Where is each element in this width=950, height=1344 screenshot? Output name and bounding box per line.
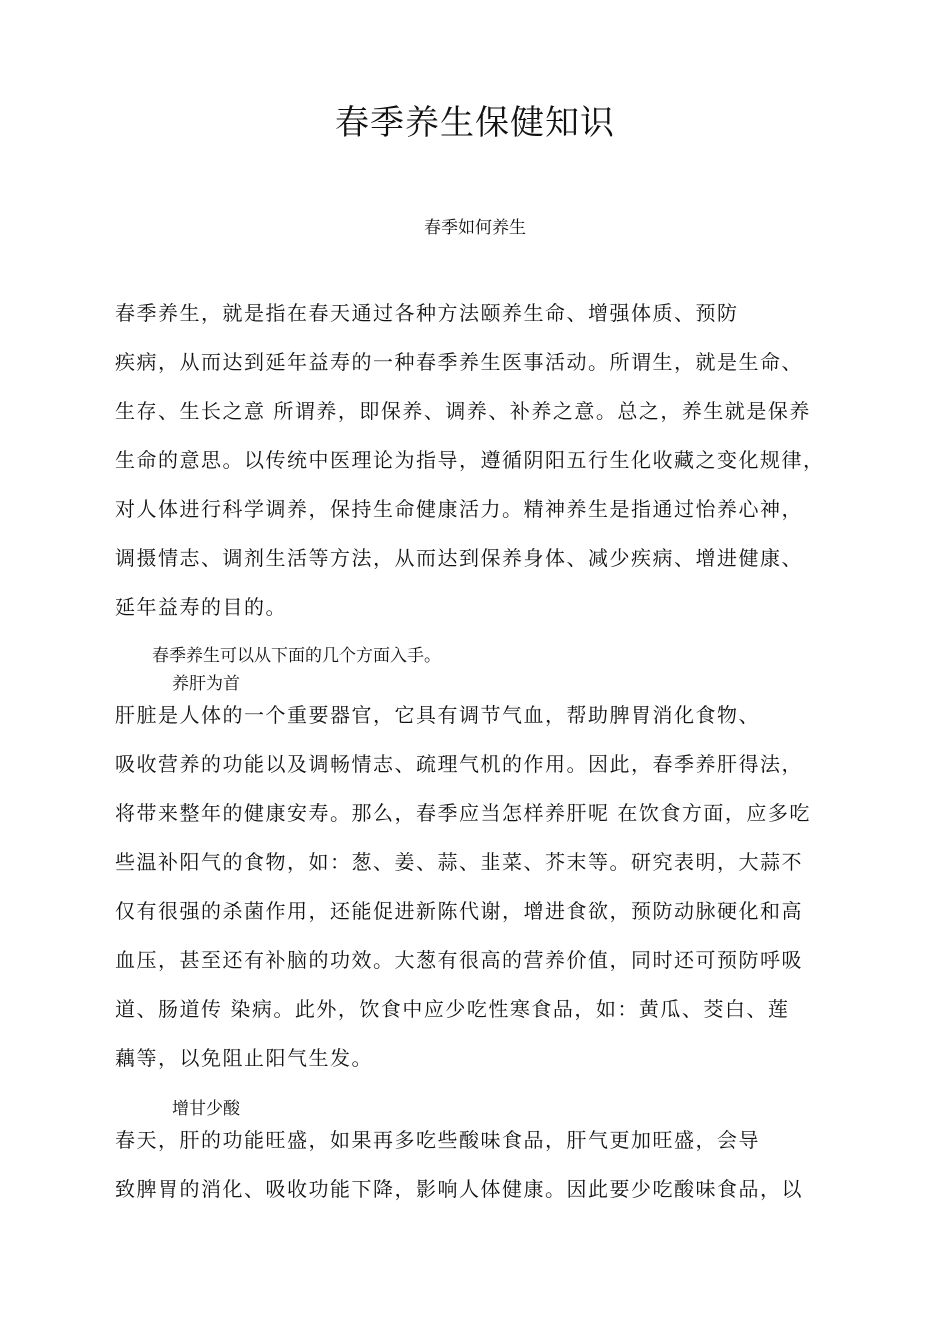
section-paragraph-sweet-sour: 春天，肝的功能旺盛，如果再多吃些酸味食品，肝气更加旺盛，会导 致脾胃的消化、吸收功能下降，影响人体健康。因此要少吃酸味食品，以 <box>115 1128 803 1201</box>
intro-line: 春季养生可以从下面的几个方面入手。 <box>152 646 441 666</box>
intro-paragraph: 春季养生，就是指在春天通过各种方法颐养生命、增强体质、预防 疾病，从而达到延年益寿的一种春季养生医事活动。所谓生，就是生命、 生存、生长之意 所谓养，即保养、调养、补养之意。总之，养生就是保养 生命的意思。以传统中医理论为指导，遵循阴阳五行生化收藏之变化规律， 对人体进行科学调养，保持生命健康活力。精神养生是指通过怡养心神， 调摄情志、调剂生活等方法，从而达到保养身体、减少疾病、增进健康、 延年益寿的目的。 <box>115 301 825 619</box>
section-heading-liver: 养肝为首 <box>172 674 240 694</box>
page-subtitle: 春季如何养生 <box>424 218 526 238</box>
section-heading-sweet-sour: 增甘少酸 <box>172 1099 240 1119</box>
section-paragraph-liver: 肝脏是人体的一个重要器官，它具有调节气血，帮助脾胃消化食物、 吸收营养的功能以及调畅情志、疏理气机的作用。因此，春季养肝得法， 将带来整年的健康安寿。那么，春季应当怎样养肝呢 在饮食方面，应多吃 些温补阳气的食物，如：葱、姜、蒜、韭菜、芥末等。研究表明，大蒜不 仅有很强的杀菌作用，还能促进新陈代谢，增进食欲，预防动脉硬化和高 血压，甚至还有补脑的功效。大葱有很高的营养价值，同时还可预防呼吸 道、肠道传 染病。此外，饮食中应少吃性寒食品，如：黄瓜、茭白、莲 藕等，以免阻止阳气生发。 <box>115 703 811 1070</box>
page-title: 春季养生保健知识 <box>335 103 615 143</box>
